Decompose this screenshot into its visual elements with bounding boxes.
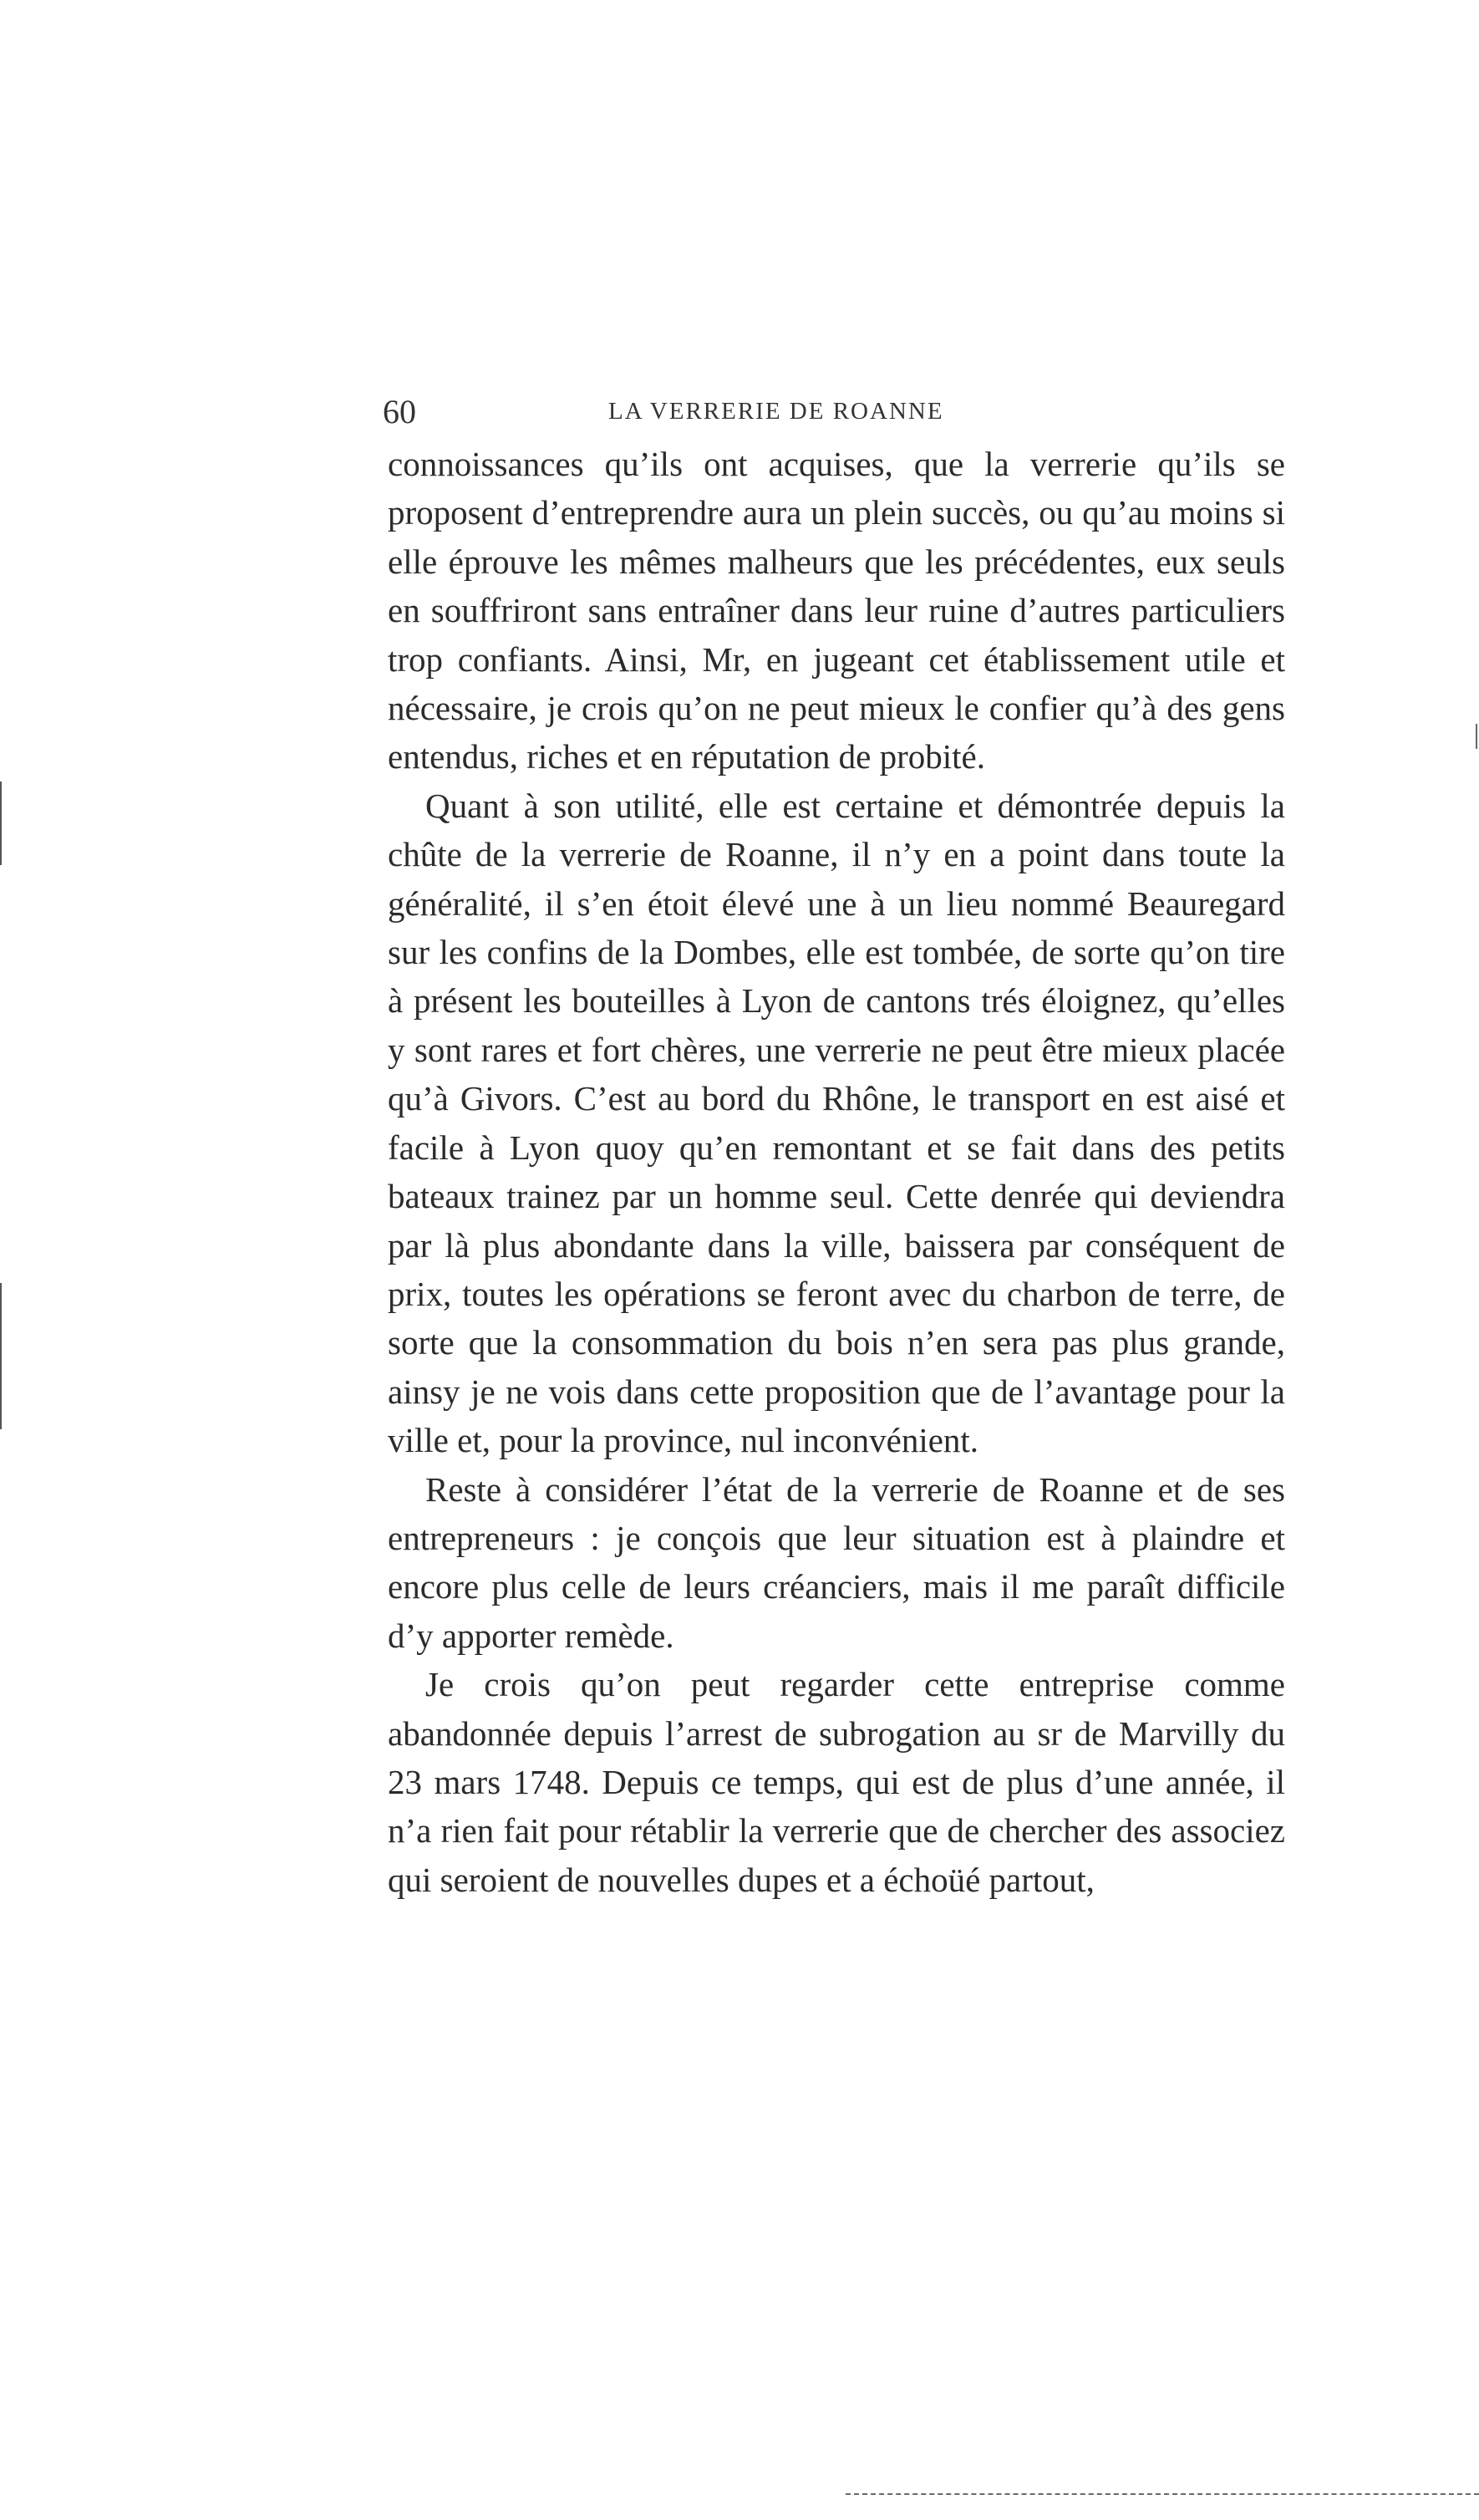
running-header	[383, 386, 1285, 436]
scan-margin-mark	[0, 1283, 2, 1429]
scan-margin-mark	[1476, 724, 1477, 749]
paragraph-4: Je crois qu’on peut regarder cette entreprise comme abandonnée depuis l’arrest de subrogation au sr de Marvilly du 23 mars 1748. Depuis ce temps, qui est de plus d’une année, il n’a rien fait pour rétablir la verrerie que de chercher des associez qui seroient de nouvelles dupes et a échoüé partout,	[388, 1665, 1285, 1899]
page-number: 60	[383, 392, 416, 430]
running-title: LA VERRERIE DE ROANNE	[608, 397, 944, 425]
paragraph-3: Reste à considérer l’état de la verrerie de Roanne et de ses entrepreneurs : je conçois que leur situation est à plaindre et encore plus celle de leurs créanciers, mais il me paraît difficile d’y apporter remède.	[388, 1469, 1285, 1655]
scan-margin-mark	[0, 781, 2, 865]
paragraph-2: Quant à son utilité, elle est certaine et démontrée depuis la chûte de la verrerie de Roanne, il n’y en a point dans toute la généralité, il s’en étoit élevé une à un lieu nommé Beauregard sur les confins de la Dombes, elle est tombée, de sorte qu’on tire à présent les bouteilles à Lyon de cantons trés éloignez, qu’elles y sont rares et fort chères, une verrerie ne peut être mieux placée qu’à Givors. C’est au bord du Rhône, le transport en est aisé et facile à Lyon quoy qu’en remontant et se fait dans des petits bateaux trainez par un homme seul. Cette denrée qui deviendra par là plus abondante dans la ville, baissera par conséquent de prix, toutes les opérations se feront avec du charbon de terre, de sorte que la consommation du bois n’en sera pas plus grande, ainsy je ne vois dans cette proposition que de l’avantage pour la ville et, pour la province, nul inconvénient.	[388, 786, 1285, 1460]
bottom-dashed-rule	[846, 2493, 1479, 2495]
body-text	[388, 440, 1285, 1904]
paragraph-1: connoissances qu’ils ont acquises, que la verrerie qu’ils se proposent d’entreprendre aura un plein succès, ou qu’au moins si elle éprouve les mêmes malheurs que les précédentes, eux seuls en souffriront sans entraîner dans leur ruine d’autres particuliers trop confiants. Ainsi, Mr, en jugeant cet établissement utile et nécessaire, je crois qu’on ne peut mieux le confier qu’à des gens entendus, riches et en réputation de probité.	[388, 445, 1285, 776]
